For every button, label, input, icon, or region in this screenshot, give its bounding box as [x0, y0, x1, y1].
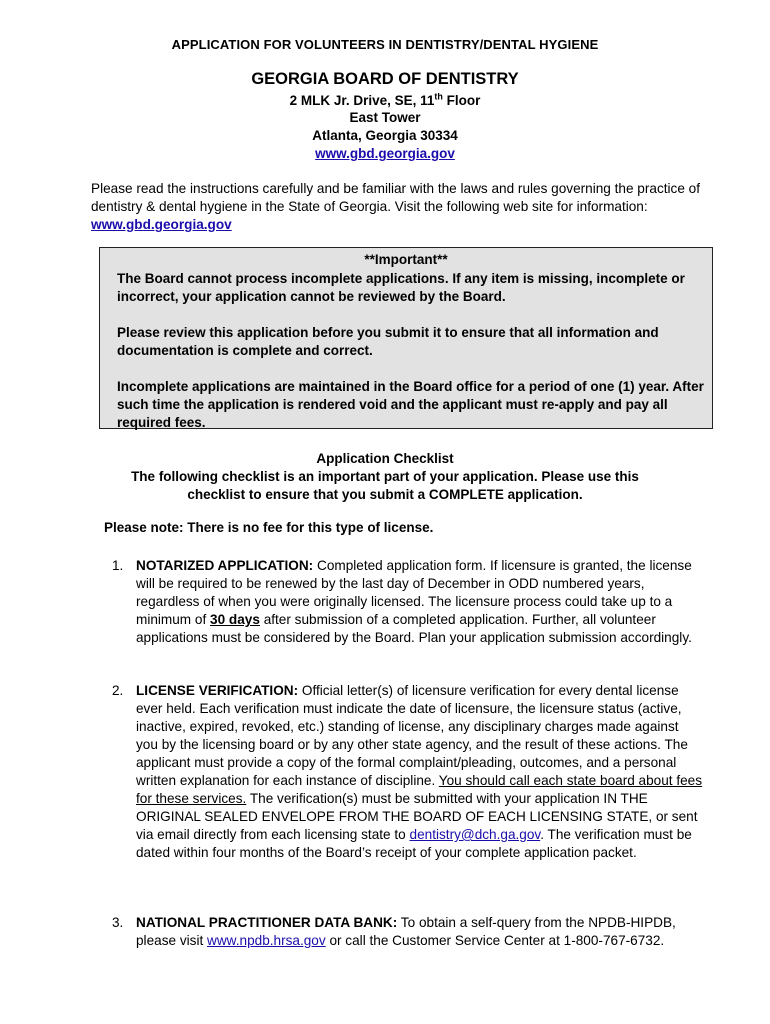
item-number: 3. [112, 915, 124, 930]
thirty-days-emphasis: 30 days [210, 612, 260, 627]
important-heading: **Important** [364, 252, 448, 267]
checklist-line-2: checklist to ensure that you submit a COMPLETE application. [187, 487, 583, 502]
fee-note: Please note: There is no fee for this type of license. [104, 520, 434, 535]
email-link[interactable]: dentistry@dch.ga.gov [409, 827, 541, 842]
intro-paragraph: Please read the instructions carefully and be familiar with the laws and rules governing the practice of dentistry & dental hygiene in the State of Georgia. Visit the following web site for information: www.gbd.georgia.gov [91, 181, 701, 232]
fees-note-underlined: You should call each state board about fees for these services. [136, 773, 703, 806]
address-line-1: 2 MLK Jr. Drive, SE, 11th Floor [289, 91, 481, 108]
checklist-title: Application Checklist [316, 451, 454, 466]
form-title: APPLICATION FOR VOLUNTEERS IN DENTISTRY/DENTAL HYGIENE [171, 37, 599, 52]
item-title: NOTARIZED APPLICATION: [136, 558, 314, 573]
item-title: NATIONAL PRACTITIONER DATA BANK: [136, 915, 398, 930]
item-title: LICENSE VERIFICATION: [136, 683, 299, 698]
board-name: GEORGIA BOARD OF DENTISTRY [251, 70, 519, 88]
item-number: 1. [112, 558, 124, 573]
item-body: NATIONAL PRACTITIONER DATA BANK: To obtain a self-query from the NPDB-HIPDB, please visit www.npdb.hrsa.gov or call the Customer Service Center at 1-800-767-6732. [136, 915, 676, 948]
item-body: LICENSE VERIFICATION: Official letter(s) of licensure verification for every dental license ever held. Each verification must indicate the date of licensure, the licensure status (active, inactive, expired, revoked, etc.) standing of license, any disciplinary charges made against you by the licensing board or by any other state agency, and the result of these actions. The applicant must provide a copy of the formal complaint/pleading, outcomes, and a personal written explanation for each instance of discipline. You should call each state board about fees for these services. The verification(s) must be submitted with your application IN THE ORIGINAL SEALED ENVELOPE FROM THE BOARD OF EACH LICENSING STATE, or sent via email directly from each licensing state to dentistry@dch.ga.gov. The verification must be dated within four months of the Board’s receipt of your complete application packet. [136, 683, 703, 860]
important-paragraph-1: The Board cannot process incomplete applications. If any item is missing, incomplete or incorrect, your application cannot be reviewed by the Board. [117, 271, 685, 304]
important-paragraph-2: Please review this application before you submit it to ensure that all information and documentation is complete and correct. [117, 325, 659, 358]
important-notice-box [99, 247, 713, 429]
checklist-line-1: The following checklist is an important part of your application. Please use this [131, 469, 639, 484]
npdb-link[interactable]: www.npdb.hrsa.gov [207, 933, 326, 948]
checklist-heading-block [0, 450, 770, 504]
website-line [0, 145, 770, 163]
website-link[interactable]: www.gbd.georgia.gov [315, 146, 455, 161]
address-line-3: Atlanta, Georgia 30334 [312, 128, 458, 143]
address-line-2: East Tower [349, 110, 421, 125]
intro-website-link[interactable]: www.gbd.georgia.gov [91, 217, 232, 232]
item-number: 2. [112, 683, 124, 698]
important-paragraph-3: Incomplete applications are maintained in the Board office for a period of one (1) year. After such time the application is rendered void and the applicant must re-apply and pay all required fees. [117, 379, 704, 430]
item-body: NOTARIZED APPLICATION: Completed application form. If licensure is granted, the license will be required to be renewed by the last day of December in ODD numbered years, regardless of when you were originally licensed. The licensure process could take up to a minimum of 30 days after submission of a completed application. Further, all volunteer applications must be considered by the Board. Plan your application submission accordingly. [136, 558, 692, 645]
